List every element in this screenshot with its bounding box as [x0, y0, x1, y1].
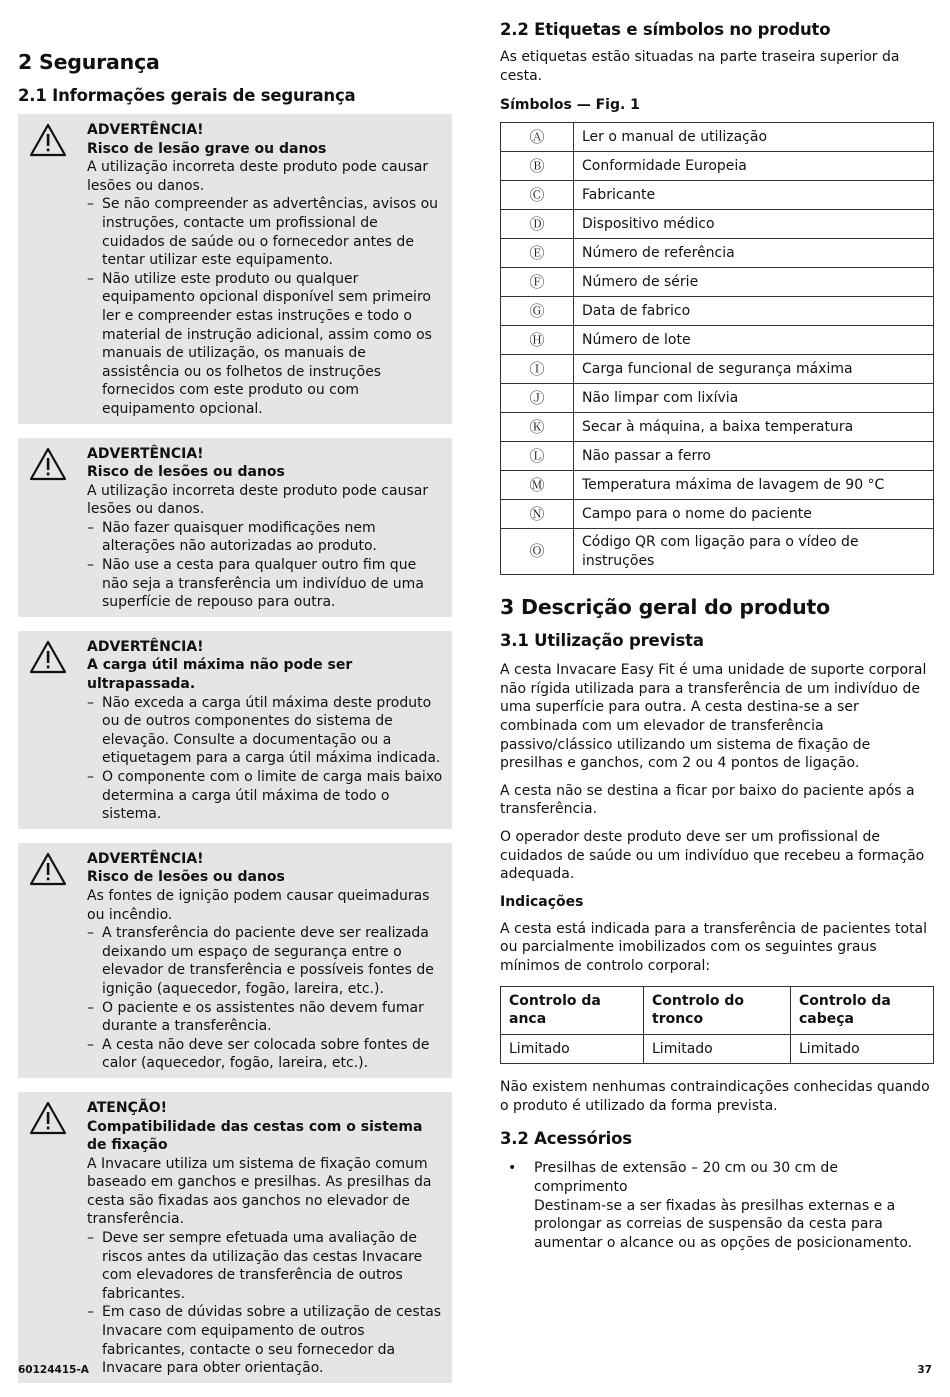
warning-label: ADVERTÊNCIA!	[87, 638, 204, 655]
warning-title: Risco de lesão grave ou danos	[87, 140, 327, 157]
warning-item: – A cesta não deve ser colocada sobre fontes de calor (aquecedor, fogão, lareira, etc.).	[87, 1036, 444, 1073]
table-cell: Limitado	[644, 1034, 791, 1064]
symbol-cell: Ⓜ	[501, 471, 574, 500]
intended-use-paragraph: A cesta não se destina a ficar por baixo do paciente após a transferência.	[500, 782, 915, 818]
symbol-cell: Ⓒ	[501, 181, 574, 210]
table-row	[501, 239, 934, 268]
warning-triangle-icon	[29, 447, 67, 481]
warning-body: A utilização incorreta deste produto pode causar lesões ou danos.	[87, 482, 429, 518]
section-title: 2 Segurança	[18, 50, 160, 74]
caution-item: – Em caso de dúvidas sobre a utilização de cestas Invacare com equipamento de outros fabricantes, contacte o seu fornecedor da Invacare para obter orientação.	[87, 1303, 444, 1377]
table-row	[501, 529, 934, 575]
warning-box	[18, 843, 452, 1078]
warning-item: – Se não compreender as advertências, avisos ou instruções, contacte um profissional de cuidados de saúde ou o fornecedor antes de tentar utilizar este equipamento.	[87, 195, 444, 269]
subsection-title: 2.1 Informações gerais de segurança	[18, 86, 356, 105]
symbol-description: Temperatura máxima de lavagem de 90 °C	[574, 471, 934, 500]
symbol-cell: Ⓐ	[501, 123, 574, 152]
symbol-description: Conformidade Europeia	[574, 152, 934, 181]
caution-title: Compatibilidade das cestas com o sistema de fixação	[87, 1118, 423, 1154]
symbol-description: Data de fabrico	[574, 297, 934, 326]
warning-list	[87, 519, 444, 612]
symbol-description: Número de referência	[574, 239, 934, 268]
symbols-heading: Símbolos — Fig. 1	[500, 97, 640, 114]
table-row	[501, 442, 934, 471]
warning-box	[18, 631, 452, 829]
accessory-title: Presilhas de extensão – 20 cm ou 30 cm de comprimento	[534, 1160, 838, 1196]
symbol-description: Código QR com ligação para o vídeo de instruções	[574, 529, 934, 575]
table-row	[501, 297, 934, 326]
symbol-cell: Ⓔ	[501, 239, 574, 268]
warning-box	[18, 114, 452, 424]
table-row	[501, 152, 934, 181]
accessory-item	[500, 1159, 934, 1252]
warning-box	[18, 438, 452, 617]
accessories-title: 3.2 Acessórios	[500, 1129, 632, 1149]
bullet-icon: •	[508, 1160, 517, 1177]
column-header: Controlo do tronco	[644, 986, 791, 1034]
warning-item: – O paciente e os assistentes não devem fumar durante a transferência.	[87, 999, 444, 1036]
warning-triangle-icon	[29, 852, 67, 886]
symbol-description: Carga funcional de segurança máxima	[574, 355, 934, 384]
indications-heading: Indicações	[500, 893, 584, 910]
symbol-cell: Ⓚ	[501, 413, 574, 442]
table-row	[501, 384, 934, 413]
warning-body: As fontes de ignição podem causar queimaduras ou incêndio.	[87, 887, 430, 923]
labels-text: As etiquetas estão situadas na parte traseira superior da cesta.	[500, 49, 900, 84]
table-row	[501, 181, 934, 210]
warning-triangle-icon	[29, 640, 67, 674]
warning-item: – Não use a cesta para qualquer outro fim que não seja a transferência um indivíduo de uma superfície de repouso para outra.	[87, 556, 444, 612]
table-row	[501, 1034, 934, 1064]
warning-body: A utilização incorreta deste produto pode causar lesões ou danos.	[87, 159, 429, 194]
warning-item: – A transferência do paciente deve ser realizada deixando um espaço de segurança entre o elevador de transferência e possíveis fontes de ignição (aquecedor, fogão, lareira, etc.).	[87, 924, 444, 998]
warning-list	[87, 924, 444, 1073]
table-cell: Limitado	[791, 1034, 934, 1064]
warning-triangle-icon	[29, 1101, 67, 1135]
contraindications-text: Não existem nenhumas contraindicações conhecidas quando o produto é utilizado da forma prevista.	[500, 1079, 930, 1114]
symbol-cell: Ⓙ	[501, 384, 574, 413]
table-row	[501, 210, 934, 239]
document-id: 60124415-A	[18, 1364, 89, 1376]
intended-use-title: 3.1 Utilização prevista	[500, 631, 704, 651]
table-row	[501, 471, 934, 500]
symbol-description: Não passar a ferro	[574, 442, 934, 471]
symbol-cell: Ⓗ	[501, 326, 574, 355]
control-table	[500, 986, 934, 1065]
symbols-table	[500, 122, 934, 575]
symbol-description: Fabricante	[574, 181, 934, 210]
intended-use-paragraph: A cesta Invacare Easy Fit é uma unidade de suporte corporal não rígida utilizada para a transferência de um indivíduo de uma superfície para outra. A cesta destina-se a ser combinada com um elevador de transferência passivo/clássico utilizando um sistema de fixação de presilhas e ganchos, com 2 ou 4 pontos de ligação.	[500, 662, 927, 772]
warning-item: – O componente com o limite de carga mais baixo determina a carga útil máxima de todo o sistema.	[87, 768, 444, 824]
intended-use-paragraph: O operador deste produto deve ser um profissional de cuidados de saúde ou um indivíduo que recebeu a formação adequada.	[500, 828, 925, 883]
table-row	[501, 326, 934, 355]
caution-box	[18, 1092, 452, 1383]
symbol-description: Secar à máquina, a baixa temperatura	[574, 413, 934, 442]
warning-list	[87, 694, 444, 824]
table-row	[501, 413, 934, 442]
symbol-cell: Ⓕ	[501, 268, 574, 297]
indications-text: A cesta está indicada para a transferência de pacientes total ou parcialmente imobilizados com os seguintes graus mínimos de controlo corporal:	[500, 920, 928, 974]
warning-title: Risco de lesões ou danos	[87, 869, 285, 886]
warning-list	[87, 195, 444, 418]
symbol-cell: Ⓖ	[501, 297, 574, 326]
page-number: 37	[917, 1364, 932, 1376]
warning-label: ADVERTÊNCIA!	[87, 122, 204, 138]
symbol-description: Número de lote	[574, 326, 934, 355]
symbol-cell: Ⓘ	[501, 355, 574, 384]
caution-label: ATENÇÃO!	[87, 1099, 167, 1116]
warning-label: ADVERTÊNCIA!	[87, 850, 204, 867]
symbol-cell: Ⓝ	[501, 500, 574, 529]
warning-item: – Não fazer quaisquer modificações nem alterações não autorizadas ao produto.	[87, 519, 444, 556]
symbol-description: Número de série	[574, 268, 934, 297]
table-header-row	[501, 986, 934, 1034]
warning-item: – Não exceda a carga útil máxima deste produto ou de outros componentes do sistema de elevação. Consulte a documentação ou a etiquetagem para a carga útil máxima indicada.	[87, 694, 444, 768]
column-header: Controlo da anca	[501, 986, 644, 1034]
symbol-cell: Ⓛ	[501, 442, 574, 471]
symbol-description: Ler o manual de utilização	[574, 123, 934, 152]
right-column	[500, 20, 934, 1252]
symbol-description: Não limpar com lixívia	[574, 384, 934, 413]
table-row	[501, 268, 934, 297]
warning-label: ADVERTÊNCIA!	[87, 445, 204, 462]
warning-triangle-icon	[29, 123, 67, 157]
warning-item: – Não utilize este produto ou qualquer equipamento opcional disponível sem primeiro ler e compreender estas instruções e todo o material de instrução adicional, assim como os manuais de utilização, os manuais de assistência ou os folhetos de instruções fornecidos com este produto ou com equipamento opcional.	[87, 270, 444, 419]
caution-body: A Invacare utiliza um sistema de fixação comum baseado em ganchos e presilhas. As presilhas da cesta são fixadas aos ganchos no elevador de transferência.	[87, 1155, 432, 1228]
caution-item: – Deve ser sempre efetuada uma avaliação de riscos antes da utilização das cestas Invacare com elevadores de transferência de outros fabricantes.	[87, 1229, 444, 1303]
product-overview-title: 3 Descrição geral do produto	[500, 595, 831, 620]
symbol-cell: Ⓓ	[501, 210, 574, 239]
symbol-description: Dispositivo médico	[574, 210, 934, 239]
symbol-cell: Ⓞ	[501, 529, 574, 575]
accessory-text: Destinam-se a ser fixadas às presilhas externas e a prolongar as correias de suspensão da cesta para aumentar o alcance ou as opções de posicionamento.	[534, 1197, 913, 1251]
left-column	[18, 50, 452, 1397]
symbol-description: Campo para o nome do paciente	[574, 500, 934, 529]
table-row	[501, 500, 934, 529]
table-cell: Limitado	[501, 1034, 644, 1064]
table-row	[501, 123, 934, 152]
symbol-cell: Ⓑ	[501, 152, 574, 181]
warning-title: Risco de lesões ou danos	[87, 464, 285, 481]
caution-list	[87, 1229, 444, 1378]
warning-title: A carga útil máxima não pode ser ultrapassada.	[87, 657, 353, 693]
table-row	[501, 355, 934, 384]
column-header: Controlo da cabeça	[791, 986, 934, 1034]
labels-section-title: 2.2 Etiquetas e símbolos no produto	[500, 20, 831, 39]
